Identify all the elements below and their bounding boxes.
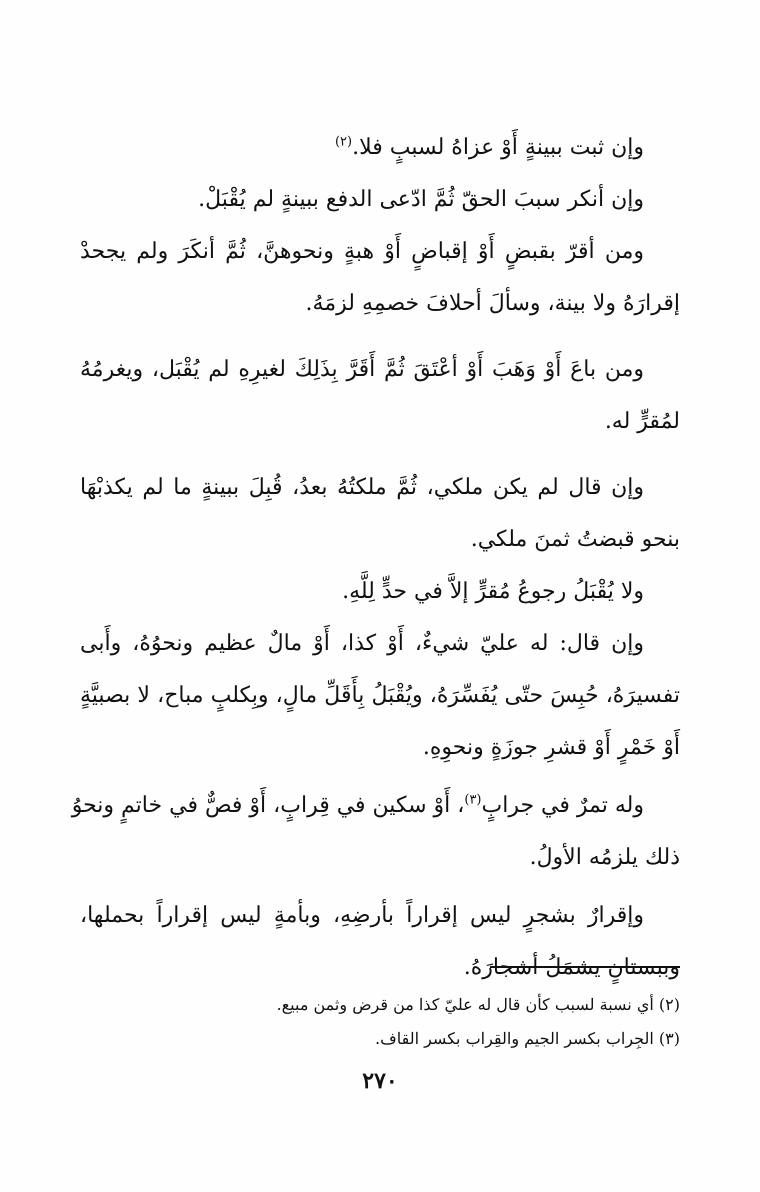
footnotes: [80, 988, 680, 1056]
text-line: ذلك يلزمُه الأولُ.: [529, 845, 680, 870]
footnote-text: أي نسبة لسبب كأن قال له عليّ كذا من قرض وثمن مبيع.: [276, 995, 654, 1014]
text-line: [71, 780, 680, 832]
text-line: لمُقرٍّ له.: [604, 409, 680, 434]
text-line: ومن باعَ أَوْ وَهَبَ أَوْ أعْتَقَ ثُمَّ أَقَرَّ بِذَلِكَ لغيرِهِ لم يُقْبَل، ويغرمُهُ: [80, 357, 644, 382]
text-line: وببستانٍ يشمَلُ أشجارَهُ.: [463, 955, 680, 980]
footnote-ref: (٢): [334, 134, 353, 150]
text-line: أَوْ خَمْرٍ أَوْ قشرِ جوزَةٍ ونحوِهِ.: [422, 735, 680, 760]
text-line: إقرارَهُ ولا بينة، وسألَ أحلافَ خصمِهِ لزمَهُ.: [305, 291, 680, 316]
text-line: بنحو قبضتُ ثمنَ ملكي.: [470, 527, 680, 552]
footnote: [80, 988, 680, 1022]
text-line: ومن أقرّ بقبضٍ أَوْ إقباضٍ أَوْ هبةٍ ونحوهنَّ، ثُمَّ أنكَرَ ولم يجحدْ: [80, 239, 644, 264]
line-text: وإن ثبت ببينةٍ أَوْ عزاهُ لسببٍ فلا.: [352, 135, 644, 160]
text-line: وإقرارٌ بشجرٍ ليس إقراراً بأرضِهِ، وبأمةٍ ليس إقراراً بحملها،: [80, 903, 644, 928]
footnote-marker: (٢): [658, 995, 680, 1014]
text-line: وإن قال لم يكن ملكي، ثُمَّ ملكتُهُ بعدُ، قُبِلَ ببينةٍ ما لم يكذبْهَا: [80, 475, 644, 500]
footnote-marker: (٣): [658, 1029, 680, 1048]
page-number: ٢٧٠: [362, 1068, 398, 1094]
footnote-divider: [490, 966, 680, 968]
footnote: [80, 1022, 680, 1056]
text-line: وإن قال: له عليّ شيءٌ، أَوْ كذا، أَوْ مالٌ عظيم ونحوُهُ، وأَبى: [80, 631, 644, 656]
line-text: وله تمرٌ في جرابٍ$^{(٣)}$، أَوْ سكين في قِرابٍ، أَوْ فصٌّ في خاتمٍ ونحوُ: [71, 792, 644, 818]
text-line: ولا يُقْبَلُ رجوعُ مُقرٍّ إلاَّ في حدٍّ لِلَّهِ.: [342, 579, 644, 604]
text-line: تفسيرَهُ، حُبِسَ حتّى يُفَسِّرَهُ، ويُقْبَلُ بِأَقَلِّ مالٍ، وبِكلبٍ مباح، لا بصبيَّةٍ: [80, 683, 680, 708]
text-line: [80, 122, 680, 174]
text-line: وإن أنكر سببَ الحقّ ثُمَّ ادّعى الدفع ببينةٍ لم يُقْبَلْ.: [198, 187, 644, 212]
main-text: [71, 122, 680, 994]
footnote-text: الجِراب بكسر الجيم والقِراب بكسر القاف.: [375, 1029, 654, 1048]
footnote-ref: (٣): [464, 792, 482, 808]
